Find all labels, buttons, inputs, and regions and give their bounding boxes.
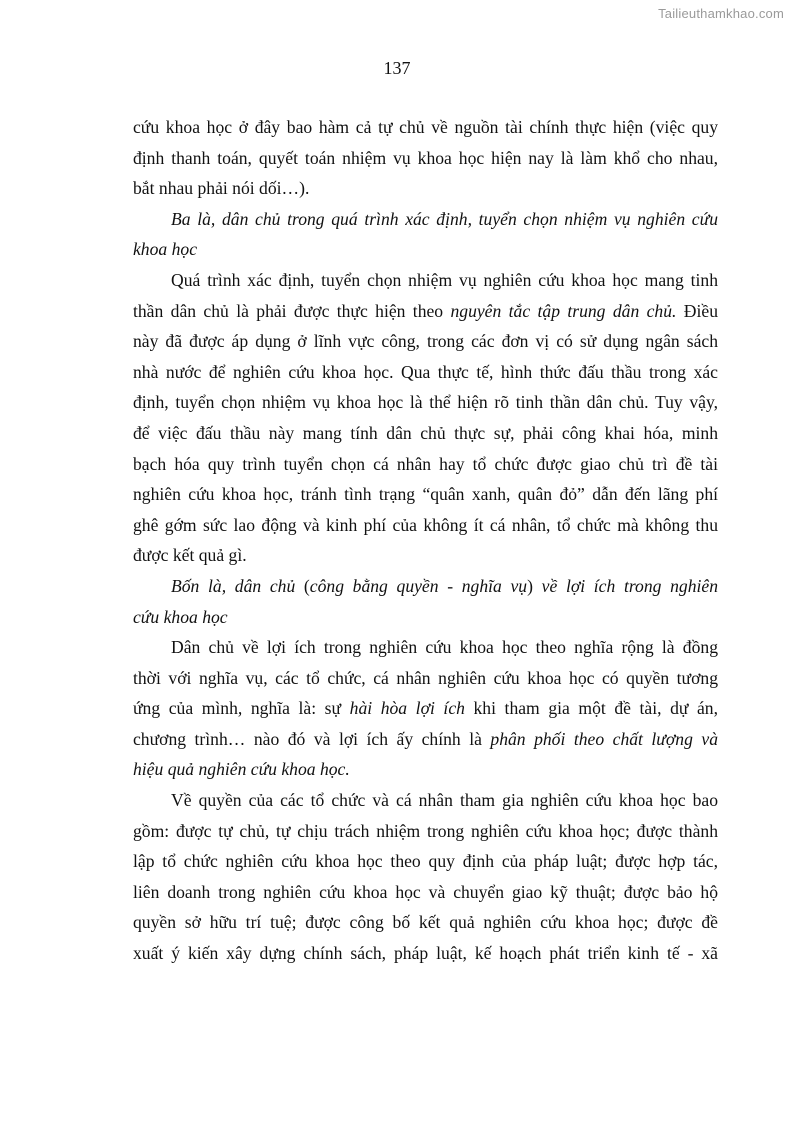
body-text: nghĩa là: sự: [242, 698, 350, 719]
body-text: nghiên cứu khoa học, tránh tình trạng “quân xanh, quân đỏ” dẫn đến lãng phí: [133, 484, 718, 505]
text-line: [133, 540, 718, 571]
body-text: Dân chủ về lợi ích trong nghiên cứu khoa học theo nghĩa rộng là đồng: [171, 637, 718, 658]
text-line: [133, 173, 718, 204]
italic-text: ,: [237, 698, 243, 719]
text-line: [133, 846, 718, 877]
italic-text: Bốn là, dân chủ: [171, 575, 296, 596]
watermark: Tailieuthamkhao.com: [658, 6, 784, 21]
italic-text: công bằng quyền - nghĩa vụ: [309, 575, 528, 596]
text-line: [133, 204, 718, 235]
page-number: 137: [383, 58, 411, 78]
italic-text: phân phối theo chất lượng và: [490, 728, 718, 749]
body-text: lập tổ chức nghiên cứu khoa học theo quy định của pháp luật; được hợp tác,: [133, 851, 718, 872]
body-text: cứu khoa học ở đây bao hàm cả tự chủ về nguồn tài chính thực hiện (việc quy: [133, 117, 718, 137]
body-text: thần dân chủ là phải được thực hiện theo: [133, 300, 451, 321]
body-text: liên doanh trong nghiên cứu khoa học và chuyển giao kỹ thuật; được bảo hộ: [133, 881, 718, 902]
text-line: [133, 357, 718, 388]
body-text: (: [295, 575, 310, 596]
body-text: gồm: được tự chủ, tự chịu trách nhiệm trong nghiên cứu khoa học; được thành: [133, 820, 718, 841]
text-line: [133, 479, 718, 510]
body-text: quyền sở hữu trí tuệ; được công bố kết quả nghiên cứu khoa học; được đề: [133, 912, 718, 933]
text-line: [133, 112, 718, 143]
body-text: bắt nhau phải nói dối…).: [133, 178, 310, 199]
body-text: ): [527, 575, 542, 596]
italic-text: hài hòa lợi ích: [349, 698, 465, 719]
body-text: ứng của mình: [133, 698, 238, 719]
italic-text: hiệu quả nghiên cứu khoa học.: [133, 759, 350, 780]
text-line: [133, 143, 718, 174]
text-line: [133, 326, 718, 357]
body-text: chương trình… nào đó và lợi ích ấy chính là: [133, 728, 491, 749]
text-line: [133, 877, 718, 908]
text-line: [133, 816, 718, 847]
italic-text: nguyên tắc tập trung dân chủ.: [450, 300, 677, 321]
body-text: Điều: [676, 300, 718, 321]
italic-text: khoa học: [133, 239, 198, 260]
text-line: [133, 907, 718, 938]
text-line: [133, 663, 718, 694]
body-text: định, tuyển chọn nhiệm vụ khoa học là thể hiện rõ tinh thần dân chủ. Tuy vậy,: [133, 392, 718, 413]
body-text: bạch hóa quy trình tuyển chọn cá nhân hay tổ chức được giao chủ trì đề tài: [133, 453, 718, 474]
body-text: nhà nước để nghiên cứu khoa học. Qua thực tế, hình thức đấu thầu trong xác: [133, 361, 718, 382]
document-body: [133, 112, 718, 969]
text-line: [133, 265, 718, 296]
text-line: [133, 296, 718, 327]
text-line: [133, 602, 718, 633]
body-text: khi tham gia một đề tài, dự án,: [464, 698, 718, 719]
text-line: [133, 418, 718, 449]
text-line: [133, 632, 718, 663]
body-text: Quá trình xác định, tuyển chọn nhiệm vụ nghiên cứu khoa học mang tinh: [171, 269, 718, 290]
text-line: [133, 571, 718, 602]
body-text: định thanh toán, quyết toán nhiệm vụ khoa học hiện nay là làm khổ cho nhau,: [133, 147, 718, 168]
text-line: [133, 510, 718, 541]
body-text: Về quyền của các tổ chức và cá nhân tham gia nghiên cứu khoa học bao: [171, 790, 718, 811]
text-line: [133, 754, 718, 785]
text-line: [133, 387, 718, 418]
text-line: [133, 449, 718, 480]
italic-text: Ba là, dân chủ trong quá trình xác định, tuyển chọn nhiệm vụ nghiên cứu: [171, 208, 718, 229]
italic-text: về lợi ích trong nghiên: [541, 575, 718, 596]
text-line: [133, 785, 718, 816]
body-text: được kết quả gì.: [133, 545, 247, 566]
body-text: này đã được áp dụng ở lĩnh vực công, trong các đơn vị có sử dụng ngân sách: [133, 331, 718, 352]
body-text: để việc đấu thầu này mang tính dân chủ thực sự, phải công khai hóa, minh: [133, 422, 718, 443]
body-text: thời với nghĩa vụ, các tổ chức, cá nhân nghiên cứu khoa học có quyền tương: [133, 667, 718, 688]
text-line: [133, 724, 718, 755]
text-line: [133, 234, 718, 265]
body-text: xuất ý kiến xây dựng chính sách, pháp luật, kế hoạch phát triển kinh tế - xã: [133, 943, 718, 964]
text-line: [133, 693, 718, 724]
italic-text: cứu khoa học: [133, 606, 228, 627]
text-line: [133, 938, 718, 969]
body-text: ghê gớm sức lao động và kinh phí của không ít cá nhân, tổ chức mà không thu: [133, 514, 718, 535]
